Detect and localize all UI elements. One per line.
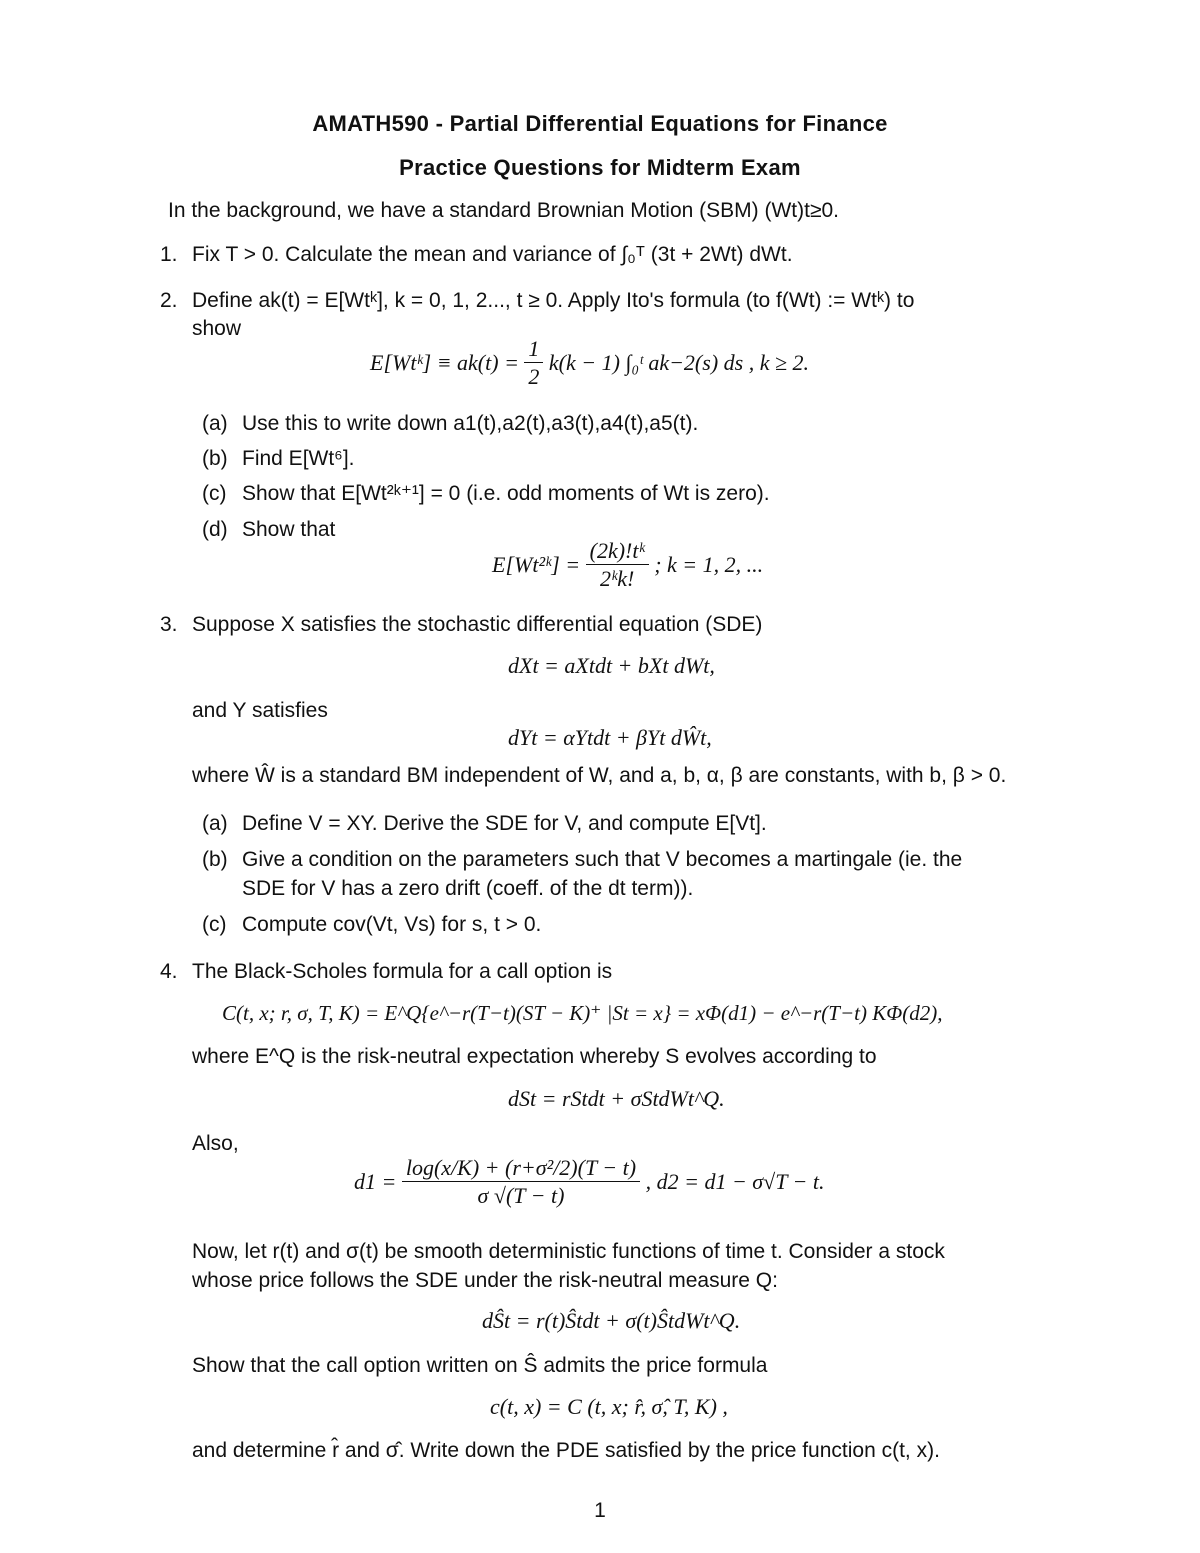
q4-show-text: Show that the call option written on Ŝ admits the price formula [192, 1354, 768, 1377]
q2b-text: Find E[Wt⁶]. [242, 447, 355, 470]
page-title: AMATH590 - Partial Differential Equations for Finance [312, 111, 888, 136]
q2-eq-fraction [524, 338, 543, 388]
q2c-text: Show that E[Wt²ᵏ⁺¹] = 0 (i.e. odd moments of Wt is zero). [242, 482, 770, 505]
q4-text: The Black-Scholes formula for a call option is [192, 960, 613, 983]
q4-d2-eq: , d2 = d1 − σ√T − t. [645, 1169, 825, 1194]
q3-number: 3. [160, 613, 178, 636]
q4-now-line1: Now, let r(t) and σ(t) be smooth deterministic functions of time t. Consider a stock [192, 1240, 945, 1263]
q2d-eq-rhs: ; k = 1, 2, ... [654, 552, 764, 577]
q2d-eq-num: (2k)!tᵏ [586, 540, 649, 565]
q4-stock-sde: dSt = rStdt + σStdWt^Q. [508, 1086, 725, 1111]
q2d-eq-den: 2ᵏk! [600, 566, 635, 591]
q4-price-formula: c(t, x) = C (t, x; r̂, σ̂, T, K) , [490, 1394, 728, 1419]
q2-eq-rhs: k(k − 1) ∫₀ᵗ ak−2(s) ds , k ≥ 2. [548, 350, 810, 375]
q4-number: 4. [160, 960, 178, 983]
q2-number: 2. [160, 289, 178, 312]
q2d-text: Show that [242, 518, 336, 541]
q4-d1-d2-equation [354, 1157, 825, 1207]
q2d-label: (d) [202, 518, 228, 541]
q2-eq-frac-den: 2 [528, 364, 540, 389]
q2d-equation [492, 540, 763, 590]
q3-where-text: where Ŵ is a standard BM independent of W, and a, b, α, β are constants, with b, β > 0. [192, 764, 1007, 787]
q4-d1-num: log(x/K) + (r+σ²/2)(T − t) [402, 1157, 640, 1182]
q3c-label: (c) [202, 913, 227, 936]
q3-sde-x: dXt = aXtdt + bXt dWt, [508, 653, 715, 678]
q2d-eq-fraction [586, 540, 649, 590]
intro-text: In the background, we have a standard Brownian Motion (SBM) (Wt)t≥0. [168, 199, 840, 222]
q4-d1-lhs: d1 = [354, 1169, 397, 1194]
q2c-label: (c) [202, 482, 227, 505]
page-number: 1 [594, 1499, 606, 1522]
q2a-label: (a) [202, 412, 228, 435]
q1-text: Fix T > 0. Calculate the mean and variance of ∫₀ᵀ (3t + 2Wt) dWt. [192, 243, 793, 266]
q3-text: Suppose X satisfies the stochastic differential equation (SDE) [192, 613, 763, 636]
q2-eq-frac-num: 1 [524, 338, 543, 363]
q3c-text: Compute cov(Vt, Vs) for s, t > 0. [242, 913, 542, 936]
q2-moment-equation [370, 338, 809, 388]
q1-number: 1. [160, 243, 178, 266]
q4-black-scholes-formula: C(t, x; r, σ, T, K) = E^Q{e^−r(T−t)(ST − K)⁺ |St = x} = xΦ(d1) − e^−r(T−t) KΦ(d2), [222, 1001, 943, 1025]
q2-text-line1: Define ak(t) = E[Wtᵏ], k = 0, 1, 2..., t ≥ 0. Apply Ito's formula (to f(Wt) := Wtᵏ) to [192, 289, 915, 312]
q4-also-text: Also, [192, 1132, 239, 1155]
q2d-eq-lhs: E[Wt²ᵏ] = [492, 552, 581, 577]
q3b-line2: SDE for V has a zero drift (coeff. of the dt term)). [242, 877, 694, 900]
q3b-label: (b) [202, 848, 228, 871]
q2a-text: Use this to write down a1(t),a2(t),a3(t),a4(t),a5(t). [242, 412, 699, 435]
q4-determine-text: and determine r̂ and σ̂. Write down the PDE satisfied by the price function c(t, x). [192, 1439, 940, 1462]
q3a-text: Define V = XY. Derive the SDE for V, and compute E[Vt]. [242, 812, 767, 835]
q3-sde-y: dYt = αYtdt + βYt dŴt, [508, 725, 712, 750]
q2b-label: (b) [202, 447, 228, 470]
q3a-label: (a) [202, 812, 228, 835]
q4-d1-den: σ √(T − t) [477, 1183, 565, 1208]
page-subtitle: Practice Questions for Midterm Exam [399, 155, 801, 180]
q2-eq-lhs: E[Wtᵏ] ≡ ak(t) = [370, 350, 519, 375]
q4-hat-stock-sde: dŜt = r(t)Ŝtdt + σ(t)ŜtdWt^Q. [482, 1308, 741, 1333]
q4-now-line2: whose price follows the SDE under the risk-neutral measure Q: [192, 1269, 778, 1292]
q3b-line1: Give a condition on the parameters such that V becomes a martingale (ie. the [242, 848, 963, 871]
q4-where-text: where E^Q is the risk-neutral expectation whereby S evolves according to [192, 1045, 877, 1068]
q4-d1-fraction [402, 1157, 640, 1207]
q2-text-line2: show [192, 317, 242, 340]
q3-and-text: and Y satisfies [192, 699, 328, 722]
